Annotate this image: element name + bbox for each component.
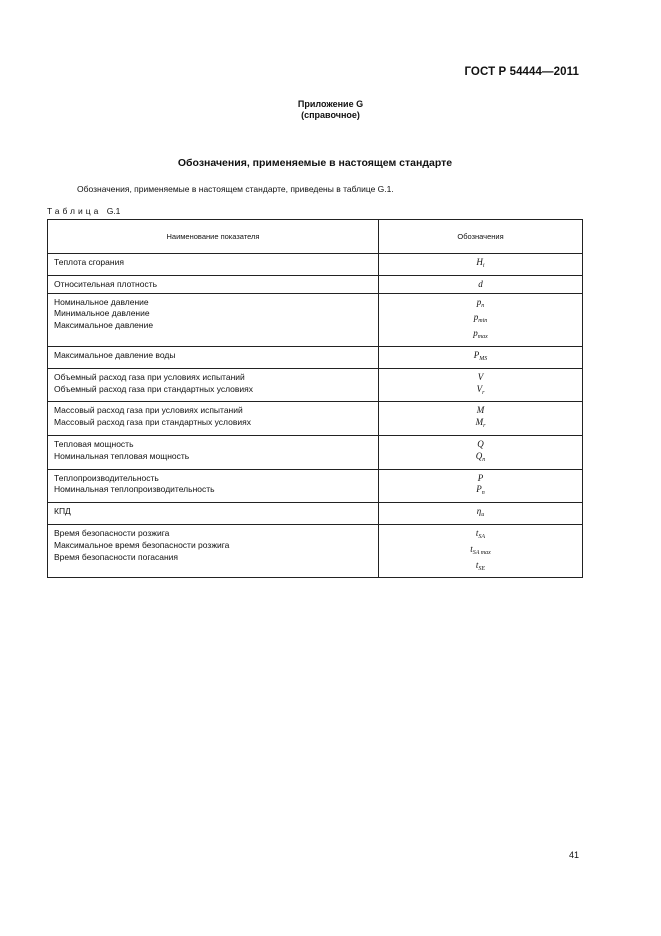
page-number: 41 — [569, 850, 580, 860]
indicator-name: Теплота сгорания — [54, 257, 124, 267]
indicator-name: Номинальная теплопроизводительность — [54, 484, 215, 495]
symbol-subscript: n — [481, 490, 485, 497]
table-caption-number: G.1 — [106, 206, 121, 216]
symbol-cell — [379, 293, 583, 346]
table-header-row — [48, 220, 583, 254]
table-row — [48, 503, 583, 525]
table-body — [48, 254, 583, 578]
symbol-base: d — [478, 278, 483, 289]
symbol-base: P — [476, 484, 482, 495]
symbol-subscript: SA max — [472, 549, 491, 556]
symbol — [385, 350, 576, 366]
symbol-cell — [379, 469, 583, 503]
indicator-name-cell — [48, 293, 379, 346]
indicator-name: КПД — [54, 506, 71, 517]
table-row — [48, 254, 583, 276]
symbols-table — [47, 219, 583, 578]
symbol-cell — [379, 275, 583, 293]
symbol-cell — [379, 503, 583, 525]
table-row — [48, 293, 583, 346]
symbol — [385, 405, 576, 417]
appendix-heading — [0, 99, 661, 121]
header-indicator-name: Наименование показателя — [48, 220, 379, 254]
symbol-subscript: max — [477, 334, 488, 341]
symbol-subscript: SA — [478, 533, 486, 540]
indicator-name: Минимальное давление — [54, 308, 150, 319]
symbol-base: M — [475, 417, 484, 428]
indicator-name-cell — [48, 346, 379, 368]
table-row — [48, 469, 583, 503]
indicator-name-cell — [48, 435, 379, 469]
symbol-base: V — [476, 383, 483, 394]
symbol-base: t — [470, 543, 473, 554]
indicator-name: Время безопасности погасания — [54, 551, 179, 562]
symbol-subscript: min — [478, 318, 488, 325]
symbol-cell — [379, 402, 583, 436]
indicator-name: Объемный расход газа при условиях испытаний — [54, 371, 245, 382]
symbol — [385, 384, 576, 400]
indicator-name-cell — [48, 368, 379, 402]
indicator-name: Относительная плотность — [54, 278, 158, 289]
symbol-subscript: u — [481, 512, 485, 519]
indicator-name-cell — [48, 524, 379, 577]
table-row — [48, 524, 583, 577]
symbol — [385, 279, 576, 291]
symbol — [385, 506, 576, 522]
symbol-base: P — [477, 472, 484, 483]
table-row — [48, 275, 583, 293]
indicator-name-cell — [48, 402, 379, 436]
symbol — [385, 297, 576, 313]
indicator-name-cell — [48, 469, 379, 503]
indicator-name: Номинальная тепловая мощность — [54, 450, 190, 461]
standard-code: ГОСТ Р 54444—2011 — [464, 66, 579, 78]
symbol-cell — [379, 368, 583, 402]
indicator-name-cell — [48, 503, 379, 525]
indicator-name: Время безопасности розжига — [54, 527, 170, 538]
indicator-name: Массовый расход газа при стандартных условиях — [54, 417, 251, 428]
indicator-name: Массовый расход газа при условиях испытаний — [54, 405, 243, 416]
symbol-cell — [379, 254, 583, 276]
symbol-base: t — [475, 527, 479, 538]
symbol — [385, 560, 576, 576]
symbol-subscript: SE — [478, 565, 486, 572]
symbol-base: Q — [475, 450, 483, 461]
table-row — [48, 435, 583, 469]
indicator-name: Максимальное давление — [54, 320, 154, 331]
indicator-name: Тепловая мощность — [54, 438, 134, 449]
symbol-base: H — [476, 257, 483, 267]
header-symbol: Обозначения — [379, 220, 583, 254]
symbol-base: t — [475, 559, 479, 570]
symbol-base: p — [473, 312, 479, 323]
symbol-base: p — [473, 328, 478, 339]
indicator-name: Номинальное давление — [54, 296, 149, 307]
symbol-subscript: r — [482, 389, 485, 396]
symbol — [385, 328, 576, 344]
symbol — [385, 372, 576, 384]
appendix-subtitle: (справочное) — [301, 110, 360, 120]
symbol-cell — [379, 524, 583, 577]
indicator-name-cell — [48, 254, 379, 276]
intro-paragraph: Обозначения, применяемые в настоящем стандарте, приведены в таблице G.1. — [77, 184, 394, 194]
symbol-cell — [379, 435, 583, 469]
indicator-name: Максимальное давление воды — [54, 349, 176, 360]
section-title: Обозначения, применяемые в настоящем стандарте — [177, 157, 453, 169]
symbol-base: P — [473, 349, 480, 360]
symbol-subscript: r — [483, 423, 486, 430]
symbol — [385, 417, 576, 433]
symbol — [385, 544, 576, 560]
symbol — [385, 257, 576, 273]
symbol-base: V — [477, 371, 484, 382]
symbol-subscript: i — [482, 263, 485, 269]
indicator-name: Теплопроизводительность — [54, 472, 159, 483]
indicator-name-cell — [48, 275, 379, 293]
table-row — [48, 368, 583, 402]
symbol-base: p — [476, 296, 482, 307]
table-caption — [47, 206, 120, 216]
symbol-subscript: n — [482, 456, 486, 463]
table-row — [48, 402, 583, 436]
indicator-name: Максимальное время безопасности розжига — [54, 539, 230, 550]
symbol-subscript: n — [481, 302, 485, 309]
symbol — [385, 312, 576, 328]
symbol-base: η — [476, 506, 482, 517]
table-caption-word: Таблица — [47, 206, 102, 216]
appendix-title: Приложение G — [297, 99, 364, 109]
symbol-cell — [379, 346, 583, 368]
table-row — [48, 346, 583, 368]
symbol — [385, 451, 576, 467]
indicator-name: Объемный расход газа при стандартных условиях — [54, 383, 253, 394]
symbol-base: Q — [477, 438, 484, 449]
symbol — [385, 473, 576, 485]
symbol — [385, 439, 576, 451]
symbol — [385, 484, 576, 500]
symbol — [385, 528, 576, 544]
symbol-subscript: MS — [479, 355, 488, 362]
symbol-base: M — [476, 405, 485, 416]
